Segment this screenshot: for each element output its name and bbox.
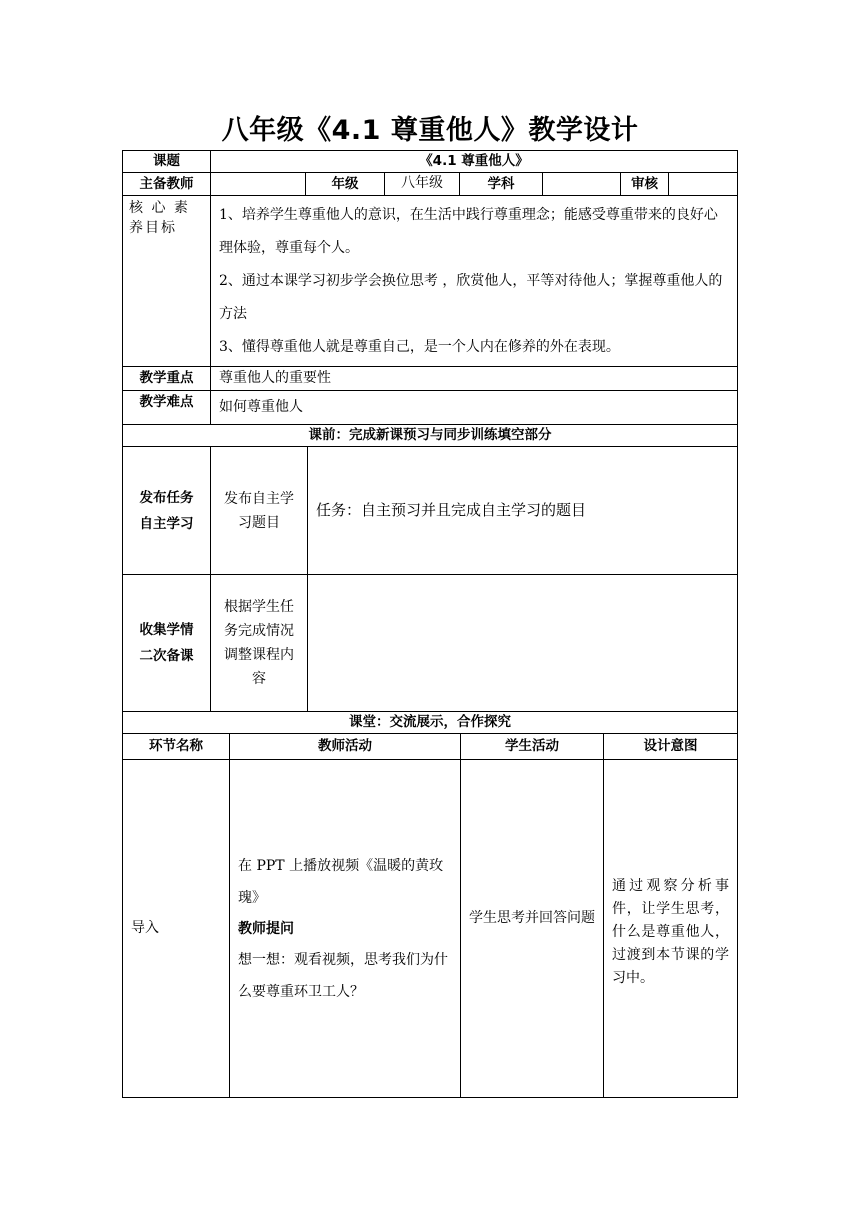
difficult-point-label: 教学难点 [123, 391, 211, 425]
lesson-plan-table [122, 150, 738, 1098]
topic-value: 《4.1 尊重他人》 [211, 151, 737, 173]
design-intent: 通过观察分析事件，让学生思考，什么是尊重他人，过渡到本节课的学习中。 [612, 878, 729, 986]
task-release-step: 发布自主学习题目 [211, 447, 308, 575]
subject-value [543, 173, 621, 196]
objectives-label: 核 心 素 养目标 [123, 196, 211, 367]
document-title: 八年级《4.1 尊重他人》教学设计 [221, 115, 639, 146]
learning-feedback-label: 收集学情二次备课 [123, 575, 211, 712]
learning-feedback-step: 根据学生任务完成情况调整课程内容 [211, 575, 308, 712]
column-header-student: 学生活动 [461, 734, 604, 760]
stage-name: 导入 [123, 760, 230, 1097]
key-point-label: 教学重点 [123, 367, 211, 391]
subject-label: 学科 [460, 173, 543, 196]
column-header-stage: 环节名称 [123, 734, 230, 760]
task-release-label: 发布任务自主学习 [123, 447, 211, 575]
review-label: 审核 [621, 173, 669, 196]
in-class-heading: 课堂：交流展示，合作探究 [123, 712, 737, 734]
learning-feedback-content [308, 575, 737, 712]
grade-value: 八年级 [385, 173, 460, 196]
teacher-question-text: 想一想：观看视频，思考我们为什么要尊重环卫工人？ [238, 952, 448, 1000]
student-activity: 学生思考并回答问题 [461, 760, 604, 1097]
objective-item: 2、通过本课学习初步学会换位思考 ，欣赏他人，平等对待他人；掌握尊重他人的方法 [219, 273, 723, 322]
objective-item: 1、培养学生尊重他人的意识，在生活中践行尊重理念；能感受尊重带来的良好心理体验，尊重每个人。 [219, 207, 718, 256]
teacher-label: 主备教师 [123, 173, 211, 196]
teacher-value [211, 173, 306, 196]
task-release-content: 任务：自主预习并且完成自主学习的题目 [308, 447, 737, 575]
review-value [669, 173, 737, 196]
column-header-teacher: 教师活动 [230, 734, 461, 760]
teacher-question-label: 教师提问 [238, 921, 294, 937]
difficult-point-value: 如何尊重他人 [211, 391, 737, 425]
grade-label: 年级 [306, 173, 385, 196]
column-header-intent: 设计意图 [604, 734, 737, 760]
topic-label: 课题 [123, 151, 211, 173]
objective-item: 3、懂得尊重他人就是尊重自己，是一个人内在修养的外在表现。 [219, 339, 620, 355]
key-point-value: 尊重他人的重要性 [211, 367, 737, 391]
teacher-activity-text: 在 PPT 上播放视频《温暖的黄玫瑰》 [238, 858, 444, 906]
pre-class-heading: 课前：完成新课预习与同步训练填空部分 [123, 425, 737, 447]
teacher-activity [230, 760, 461, 1097]
objectives-content [211, 196, 737, 367]
